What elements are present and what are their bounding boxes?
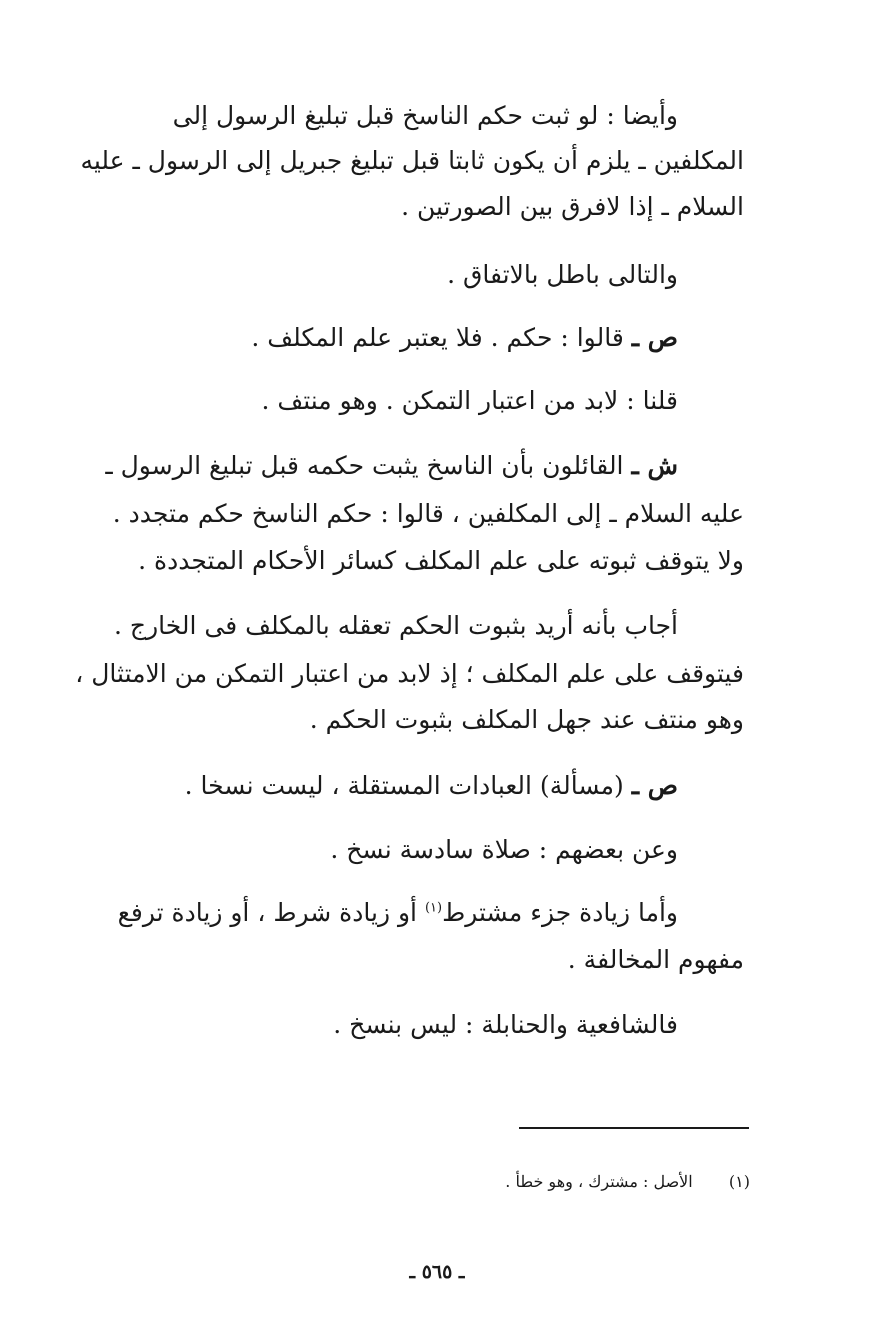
paragraph-3-line-1: [251, 318, 678, 358]
paragraph-9-text-a: وأما زيادة جزء مشترط: [442, 898, 678, 927]
paragraph-5-line-1: [105, 446, 678, 486]
paragraph-9-text-b: أو زيادة شرط ، أو زيادة ترفع: [117, 898, 425, 927]
page-number: ـ ٥٦٥ ـ: [409, 1261, 465, 1283]
paragraph-8-line-1: وعن بعضهم : صلاة سادسة نسخ .: [330, 835, 678, 864]
paragraph-6-line-1: أجاب بأنه أريد بثبوت الحكم تعقله بالمكلف فى الخارج .: [114, 611, 678, 640]
paragraph-1-line-2: المكلفين ـ يلزم أن يكون ثابتا قبل تبليغ جبريل إلى الرسول ـ عليه: [80, 146, 744, 175]
paragraph-6-line-3: وهو منتف عند جهل المكلف بثبوت الحكم .: [309, 705, 744, 734]
footnote-reference: (١): [424, 900, 443, 916]
paragraph-4-line-1: قلنا : لابد من اعتبار التمكن . وهو منتف .: [261, 386, 678, 415]
paragraph-2-line-1: والتالى باطل بالاتفاق .: [447, 260, 678, 289]
footnote: [505, 1170, 750, 1194]
paragraph-1-line-1: وأيضا : لو ثبت حكم الناسخ قبل تبليغ الرسول إلى: [172, 101, 678, 130]
footnote-separator: [519, 1127, 749, 1129]
paragraph-5-line-3: ولا يتوقف ثبوته على علم المكلف كسائر الأحكام المتجددة .: [138, 546, 744, 575]
paragraph-9-line-1: [118, 893, 678, 933]
footnote-number: (١): [728, 1172, 750, 1191]
paragraph-9-line-2: مفهوم المخالفة .: [567, 945, 744, 974]
paragraph-3-text: قالوا : حكم . فلا يعتبر علم المكلف .: [251, 323, 632, 352]
paragraph-7-line-1: [185, 766, 678, 806]
paragraph-5-text: القائلون بأن الناسخ يثبت حكمه قبل تبليغ الرسول ـ: [105, 451, 632, 480]
paragraph-1-line-3: السلام ـ إذا لافرق بين الصورتين .: [401, 192, 744, 221]
paragraph-6-line-2: فيتوقف على علم المكلف ؛ إذ لابد من اعتبار التمكن من الامتثال ،: [75, 659, 744, 688]
paragraph-10-line-1: فالشافعية والحنابلة : ليس بنسخ .: [333, 1010, 678, 1039]
footnote-text: الأصل : مشترك ، وهو خطأ .: [505, 1172, 693, 1191]
paragraph-7-text: (مسألة) العبادات المستقلة ، ليست نسخا .: [184, 771, 632, 800]
section-marker-sad: ص ـ: [631, 323, 678, 352]
paragraph-5-line-2: عليه السلام ـ إلى المكلفين ، قالوا : حكم الناسخ حكم متجدد .: [112, 499, 744, 528]
section-marker-sad: ص ـ: [631, 771, 678, 800]
section-marker-shin: ش ـ: [631, 451, 678, 480]
